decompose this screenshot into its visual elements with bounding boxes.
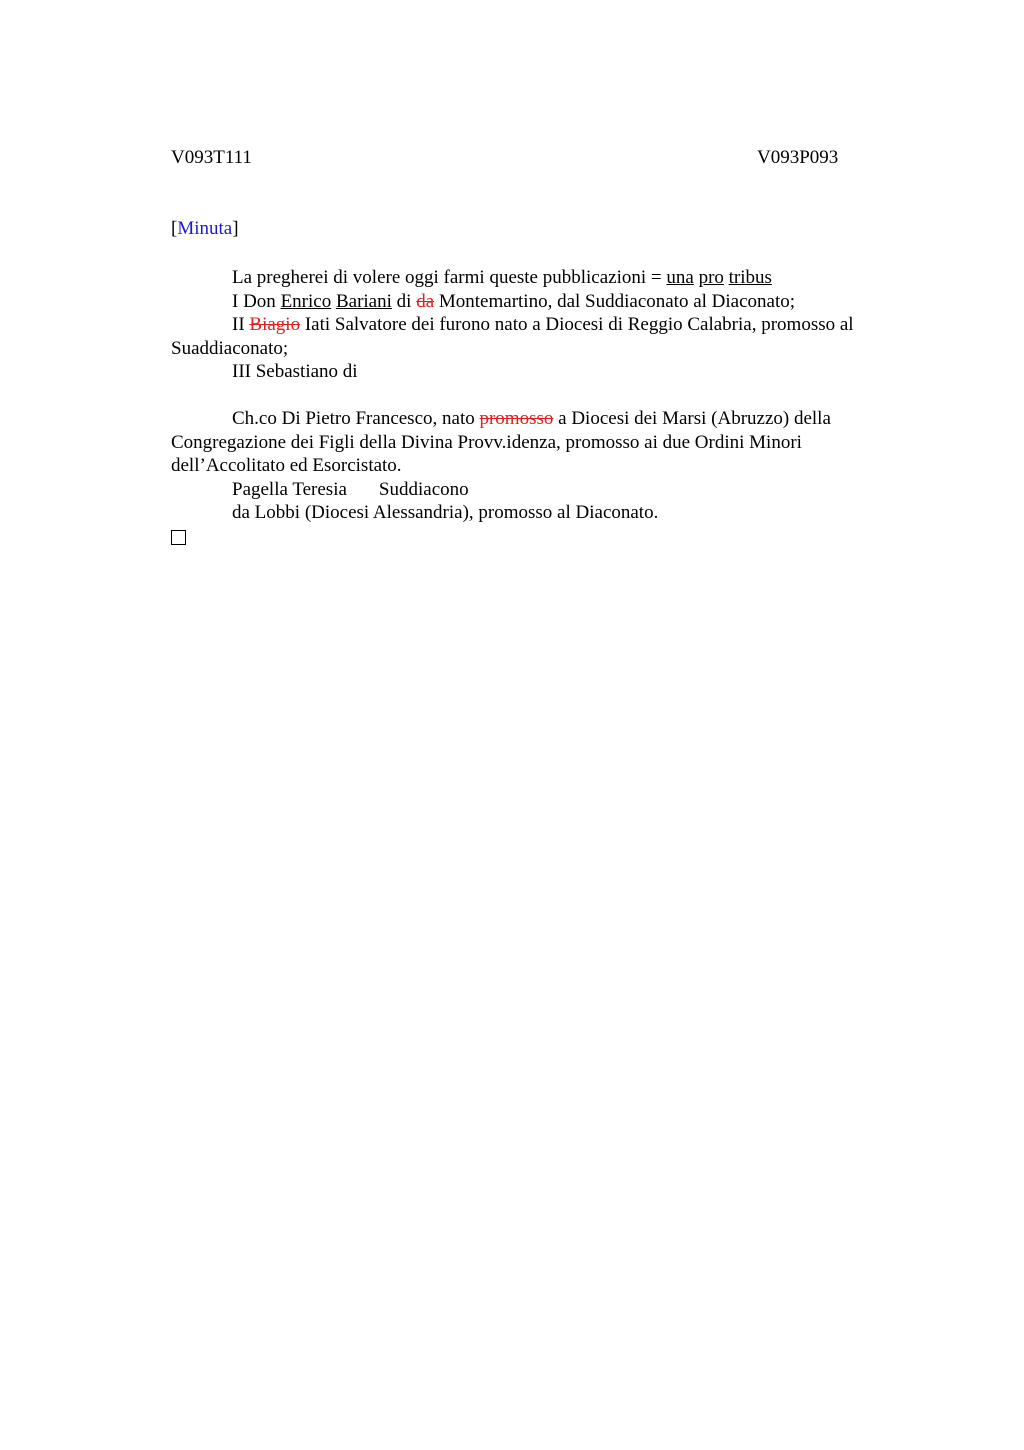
di-pietro-text: a Diocesi dei Marsi (Abruzzo) della Congregazione dei Figli della Divina Provv.idenza, promosso ai due Ordini Minori dell’Accolitato ed Esorcistato. <box>171 408 831 476</box>
paragraph-item-3: III Sebastiano di <box>232 361 358 382</box>
item-1-mid: di <box>391 290 417 312</box>
pagella-rank: Suddiacono <box>378 478 469 500</box>
struck-biagio: Biagio <box>249 314 301 335</box>
paragraph-item-2 <box>171 313 916 360</box>
paragraph-item-1 <box>171 290 916 314</box>
paragraph-lobbi: da Lobbi (Diocesi Alessandria), promosso al Diaconato. <box>232 502 659 523</box>
minuta-word: Minuta <box>177 218 233 239</box>
item-1-suffix: Montemartino, dal Suddiaconato al Diaconato; <box>434 290 796 312</box>
paragraph-request <box>171 266 916 290</box>
underlined-una: una <box>666 267 694 288</box>
end-marker-box <box>171 525 916 552</box>
open-bracket: [ <box>171 218 178 239</box>
blank-line <box>171 384 916 408</box>
item-1-prefix: I Don <box>232 290 281 312</box>
di-pietro-prefix: Ch.co Di Pietro Francesco, nato <box>232 408 480 429</box>
square-icon <box>171 530 186 545</box>
document-code-left: V093T111 <box>171 147 252 168</box>
underlined-enrico: Enrico <box>280 290 332 312</box>
struck-da: da <box>416 290 435 312</box>
paragraph-di-pietro <box>171 407 916 478</box>
struck-promosso: promosso <box>479 408 554 429</box>
item-2-prefix: II <box>232 314 250 335</box>
minuta-label <box>171 218 239 240</box>
underlined-pro: pro <box>698 267 724 288</box>
underlined-bariani: Bariani <box>335 290 392 312</box>
pagella-name: Pagella Teresia <box>232 478 347 500</box>
close-bracket: ] <box>232 218 239 239</box>
document-code-right: V093P093 <box>757 147 839 168</box>
item-2-text: Iati Salvatore dei furono nato a Diocesi di Reggio Calabria, promosso al Suaddiaconato; <box>171 314 854 359</box>
underlined-tribus: tribus <box>728 267 772 288</box>
request-text: La pregherei di volere oggi farmi queste pubblicazioni = <box>232 267 667 288</box>
paragraph-pagella <box>171 478 916 502</box>
document-body <box>171 266 916 551</box>
